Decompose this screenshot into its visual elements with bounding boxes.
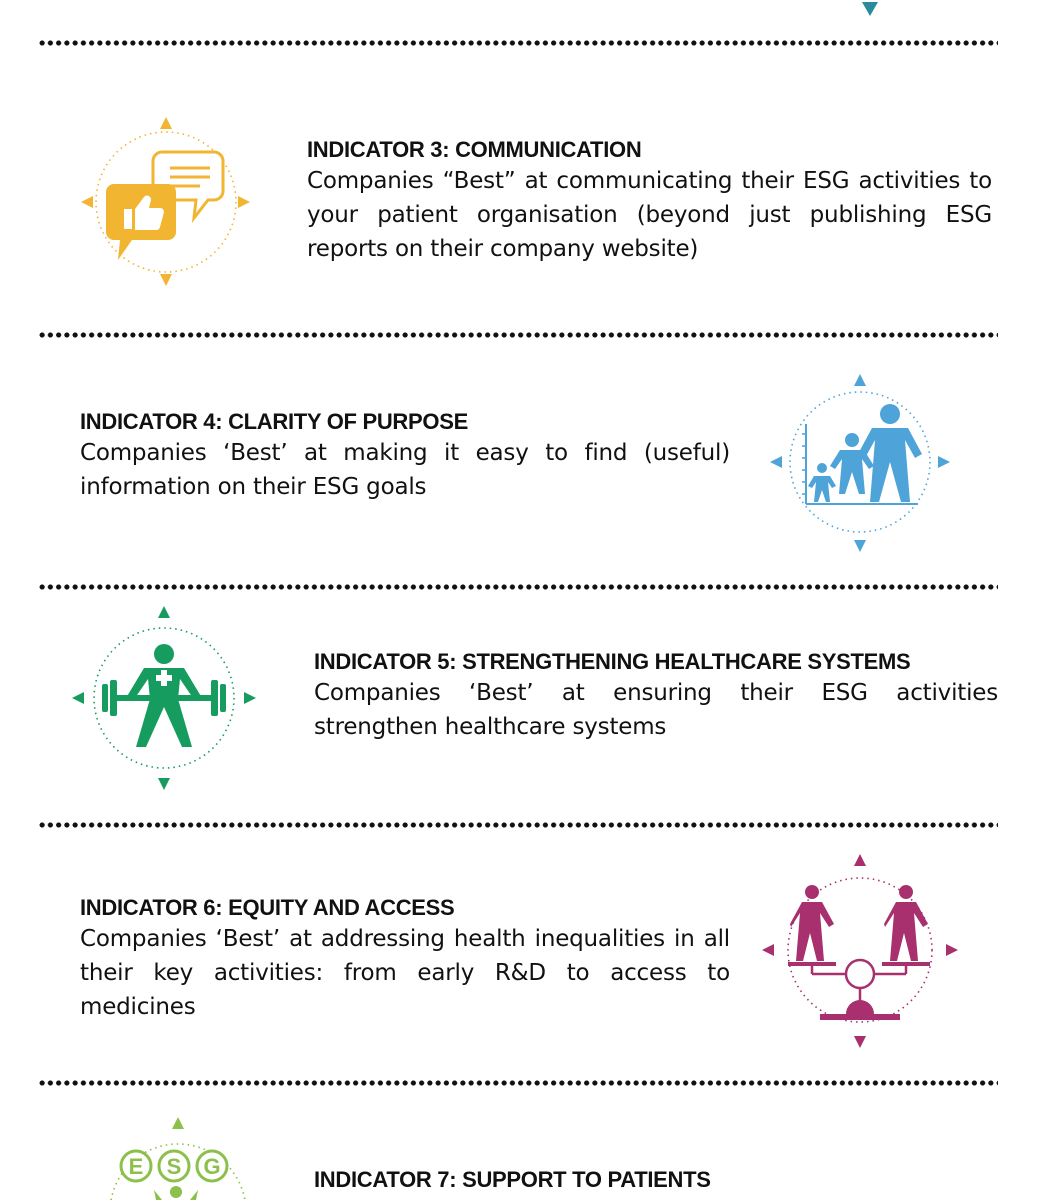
dotted-separator: [38, 822, 998, 828]
indicator-3-description: Companies “Best” at communicating their ESG activities to your patient organisation (beyond just publishing ESG reports on their company website): [307, 168, 992, 262]
indicator-3-title: INDICATOR 3: COMMUNICATION: [307, 137, 642, 162]
indicator-5-title: INDICATOR 5: STRENGTHENING HEALTHCARE SYSTEMS: [314, 649, 911, 674]
speech-bubbles-thumbs-up-icon: [78, 114, 254, 290]
esg-letter-e: E: [128, 1154, 144, 1179]
weightlifter-health-cross-icon: [70, 604, 258, 792]
indicator-4-description: Companies ‘Best’ at making it easy to find (useful) information on their ESG goals: [80, 440, 730, 500]
dotted-separator: [38, 40, 998, 46]
indicator-6-title: INDICATOR 6: EQUITY AND ACCESS: [80, 895, 455, 920]
growing-people-chart-icon: [770, 372, 950, 554]
dotted-separator: [38, 584, 998, 590]
indicator-5-description: Companies ‘Best’ at ensuring their ESG activities strengthen healthcare systems: [314, 680, 998, 740]
balance-scale-people-icon: [760, 852, 960, 1050]
indicator-7-title: INDICATOR 7: SUPPORT TO PATIENTS: [314, 1167, 711, 1192]
indicator-4-title: INDICATOR 4: CLARITY OF PURPOSE: [80, 409, 468, 434]
indicator-6-description: Companies ‘Best’ at addressing health inequalities in all their key activities: from early R&D to access to medicines: [80, 926, 730, 1020]
dotted-separator: [38, 1080, 998, 1086]
esg-letter-s: S: [166, 1154, 182, 1179]
dotted-separator: [38, 332, 998, 338]
down-arrow-icon: [858, 0, 882, 18]
esg-letter-g: G: [203, 1154, 221, 1179]
esg-people-icon: [92, 1116, 262, 1200]
